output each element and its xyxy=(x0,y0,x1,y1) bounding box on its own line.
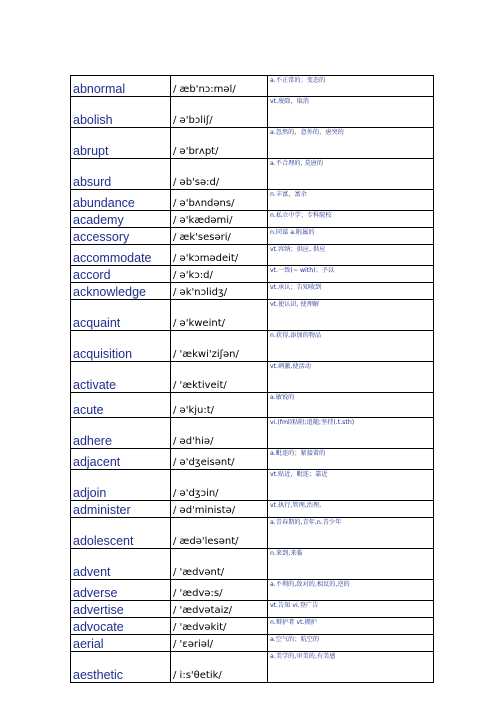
word-cell: accessory xyxy=(71,228,171,245)
word-cell: advertise xyxy=(71,601,171,618)
pronunciation-cell: / əd'hiə/ xyxy=(171,418,268,449)
vocabulary-table-body xyxy=(71,76,434,683)
pronunciation-cell: / æb'nɔ:məl/ xyxy=(171,76,268,97)
table-row xyxy=(71,266,434,283)
table-row xyxy=(71,635,434,652)
word-cell: aesthetic xyxy=(71,652,171,683)
definition-cell: n.私立中学；专科院校 xyxy=(268,211,434,228)
word-cell: accommodate xyxy=(71,245,171,266)
table-row xyxy=(71,418,434,449)
word-cell: abnormal xyxy=(71,76,171,97)
pronunciation-cell: / ə'bɔliʃ/ xyxy=(171,97,268,128)
pronunciation-cell: / 'ækwi'ziʃən/ xyxy=(171,331,268,362)
definition-cell: a.不合理的, 荒唐的 xyxy=(268,159,434,190)
table-row xyxy=(71,470,434,501)
word-cell: acknowledge xyxy=(71,283,171,300)
definition-cell: vi.(fml)粘附;追随;坚持(.t.sth) xyxy=(268,418,434,449)
word-cell: abundance xyxy=(71,190,171,211)
definition-cell: n.丰富，富余 xyxy=(268,190,434,211)
word-cell: advent xyxy=(71,549,171,580)
definition-cell: vt.容纳；供应, 供应 xyxy=(268,245,434,266)
pronunciation-cell: / i:s'θetik/ xyxy=(171,652,268,683)
pronunciation-cell: / 'ædvəkit/ xyxy=(171,618,268,635)
word-cell: administer xyxy=(71,501,171,518)
pronunciation-cell: / ə'dʒeisənt/ xyxy=(171,449,268,470)
table-row xyxy=(71,128,434,159)
word-cell: adolescent xyxy=(71,518,171,549)
word-cell: adverse xyxy=(71,580,171,601)
definition-cell: a.忽然的，意外的，唐突的 xyxy=(268,128,434,159)
definition-cell: a.美学的,审美的,有美感 xyxy=(268,652,434,683)
definition-cell: vt.一致(~ with)；予以 xyxy=(268,266,434,283)
word-cell: academy xyxy=(71,211,171,228)
table-row xyxy=(71,283,434,300)
word-cell: adhere xyxy=(71,418,171,449)
definition-cell: vt.贴近，毗连；靠近 xyxy=(268,470,434,501)
pronunciation-cell: / ə'kɔmədeit/ xyxy=(171,245,268,266)
pronunciation-cell: / 'ædvənt/ xyxy=(171,549,268,580)
word-cell: adjoin xyxy=(71,470,171,501)
definition-cell: a.不正常的；变态的 xyxy=(268,76,434,97)
word-cell: abrupt xyxy=(71,128,171,159)
pronunciation-cell: / ə'bʌndəns/ xyxy=(171,190,268,211)
table-row xyxy=(71,97,434,128)
pronunciation-cell: / ə'kju:t/ xyxy=(171,393,268,418)
pronunciation-cell: / ə'kweint/ xyxy=(171,300,268,331)
definition-cell: a.不利的,敌对的,相反的,逆的 xyxy=(268,580,434,601)
pronunciation-cell: / ə'kædəmi/ xyxy=(171,211,268,228)
word-cell: acute xyxy=(71,393,171,418)
pronunciation-cell: / ək'nɔlidʒ/ xyxy=(171,283,268,300)
table-row xyxy=(71,228,434,245)
table-row xyxy=(71,580,434,601)
table-row xyxy=(71,501,434,518)
definition-cell: n.获得,添加的物品 xyxy=(268,331,434,362)
definition-cell: n.同谋 a.附属的 xyxy=(268,228,434,245)
pronunciation-cell: / ə'brʌpt/ xyxy=(171,128,268,159)
table-row xyxy=(71,449,434,470)
word-cell: adjacent xyxy=(71,449,171,470)
pronunciation-cell: / ə'kɔ:d/ xyxy=(171,266,268,283)
definition-cell: n.来到,来临 xyxy=(268,549,434,580)
definition-cell: vt.告知 vi.登广告 xyxy=(268,601,434,618)
table-row xyxy=(71,331,434,362)
table-row xyxy=(71,618,434,635)
word-cell: abolish xyxy=(71,97,171,128)
definition-cell: a.敏锐的 xyxy=(268,393,434,418)
table-row xyxy=(71,300,434,331)
table-row xyxy=(71,362,434,393)
table-row xyxy=(71,76,434,97)
table-row xyxy=(71,159,434,190)
definition-cell: vt.执行,管理,治理, xyxy=(268,501,434,518)
pronunciation-cell: / æk'sesəri/ xyxy=(171,228,268,245)
word-cell: aerial xyxy=(71,635,171,652)
definition-cell: a.青春期的,青年,n.青少年 xyxy=(268,518,434,549)
word-cell: absurd xyxy=(71,159,171,190)
definition-cell: vt.承认；告知收到 xyxy=(268,283,434,300)
table-row xyxy=(71,549,434,580)
table-row xyxy=(71,211,434,228)
definition-cell: a.毗连的；紧接着的 xyxy=(268,449,434,470)
pronunciation-cell: / 'ædvə:s/ xyxy=(171,580,268,601)
word-cell: acquaint xyxy=(71,300,171,331)
pronunciation-cell: / 'ɛəriəl/ xyxy=(171,635,268,652)
pronunciation-cell: / əb'sə:d/ xyxy=(171,159,268,190)
definition-cell: a.空气的；航空的 xyxy=(268,635,434,652)
definition-cell: n.辩护者 vt.拥护 xyxy=(268,618,434,635)
table-row xyxy=(71,652,434,683)
definition-cell: vt.废除，取消 xyxy=(268,97,434,128)
table-row xyxy=(71,601,434,618)
table-row xyxy=(71,245,434,266)
pronunciation-cell: / ædə'lesənt/ xyxy=(171,518,268,549)
word-cell: advocate xyxy=(71,618,171,635)
table-row xyxy=(71,393,434,418)
table-row xyxy=(71,190,434,211)
vocabulary-table xyxy=(70,75,434,683)
pronunciation-cell: / ə'dʒɔin/ xyxy=(171,470,268,501)
word-cell: activate xyxy=(71,362,171,393)
definition-cell: vt.刺激,使活动 xyxy=(268,362,434,393)
pronunciation-cell: / 'ædvətaiz/ xyxy=(171,601,268,618)
table-row xyxy=(71,518,434,549)
pronunciation-cell: / 'æktiveit/ xyxy=(171,362,268,393)
pronunciation-cell: / əd'ministə/ xyxy=(171,501,268,518)
word-cell: acquisition xyxy=(71,331,171,362)
word-cell: accord xyxy=(71,266,171,283)
definition-cell: vt.使认识, 使理解 xyxy=(268,300,434,331)
